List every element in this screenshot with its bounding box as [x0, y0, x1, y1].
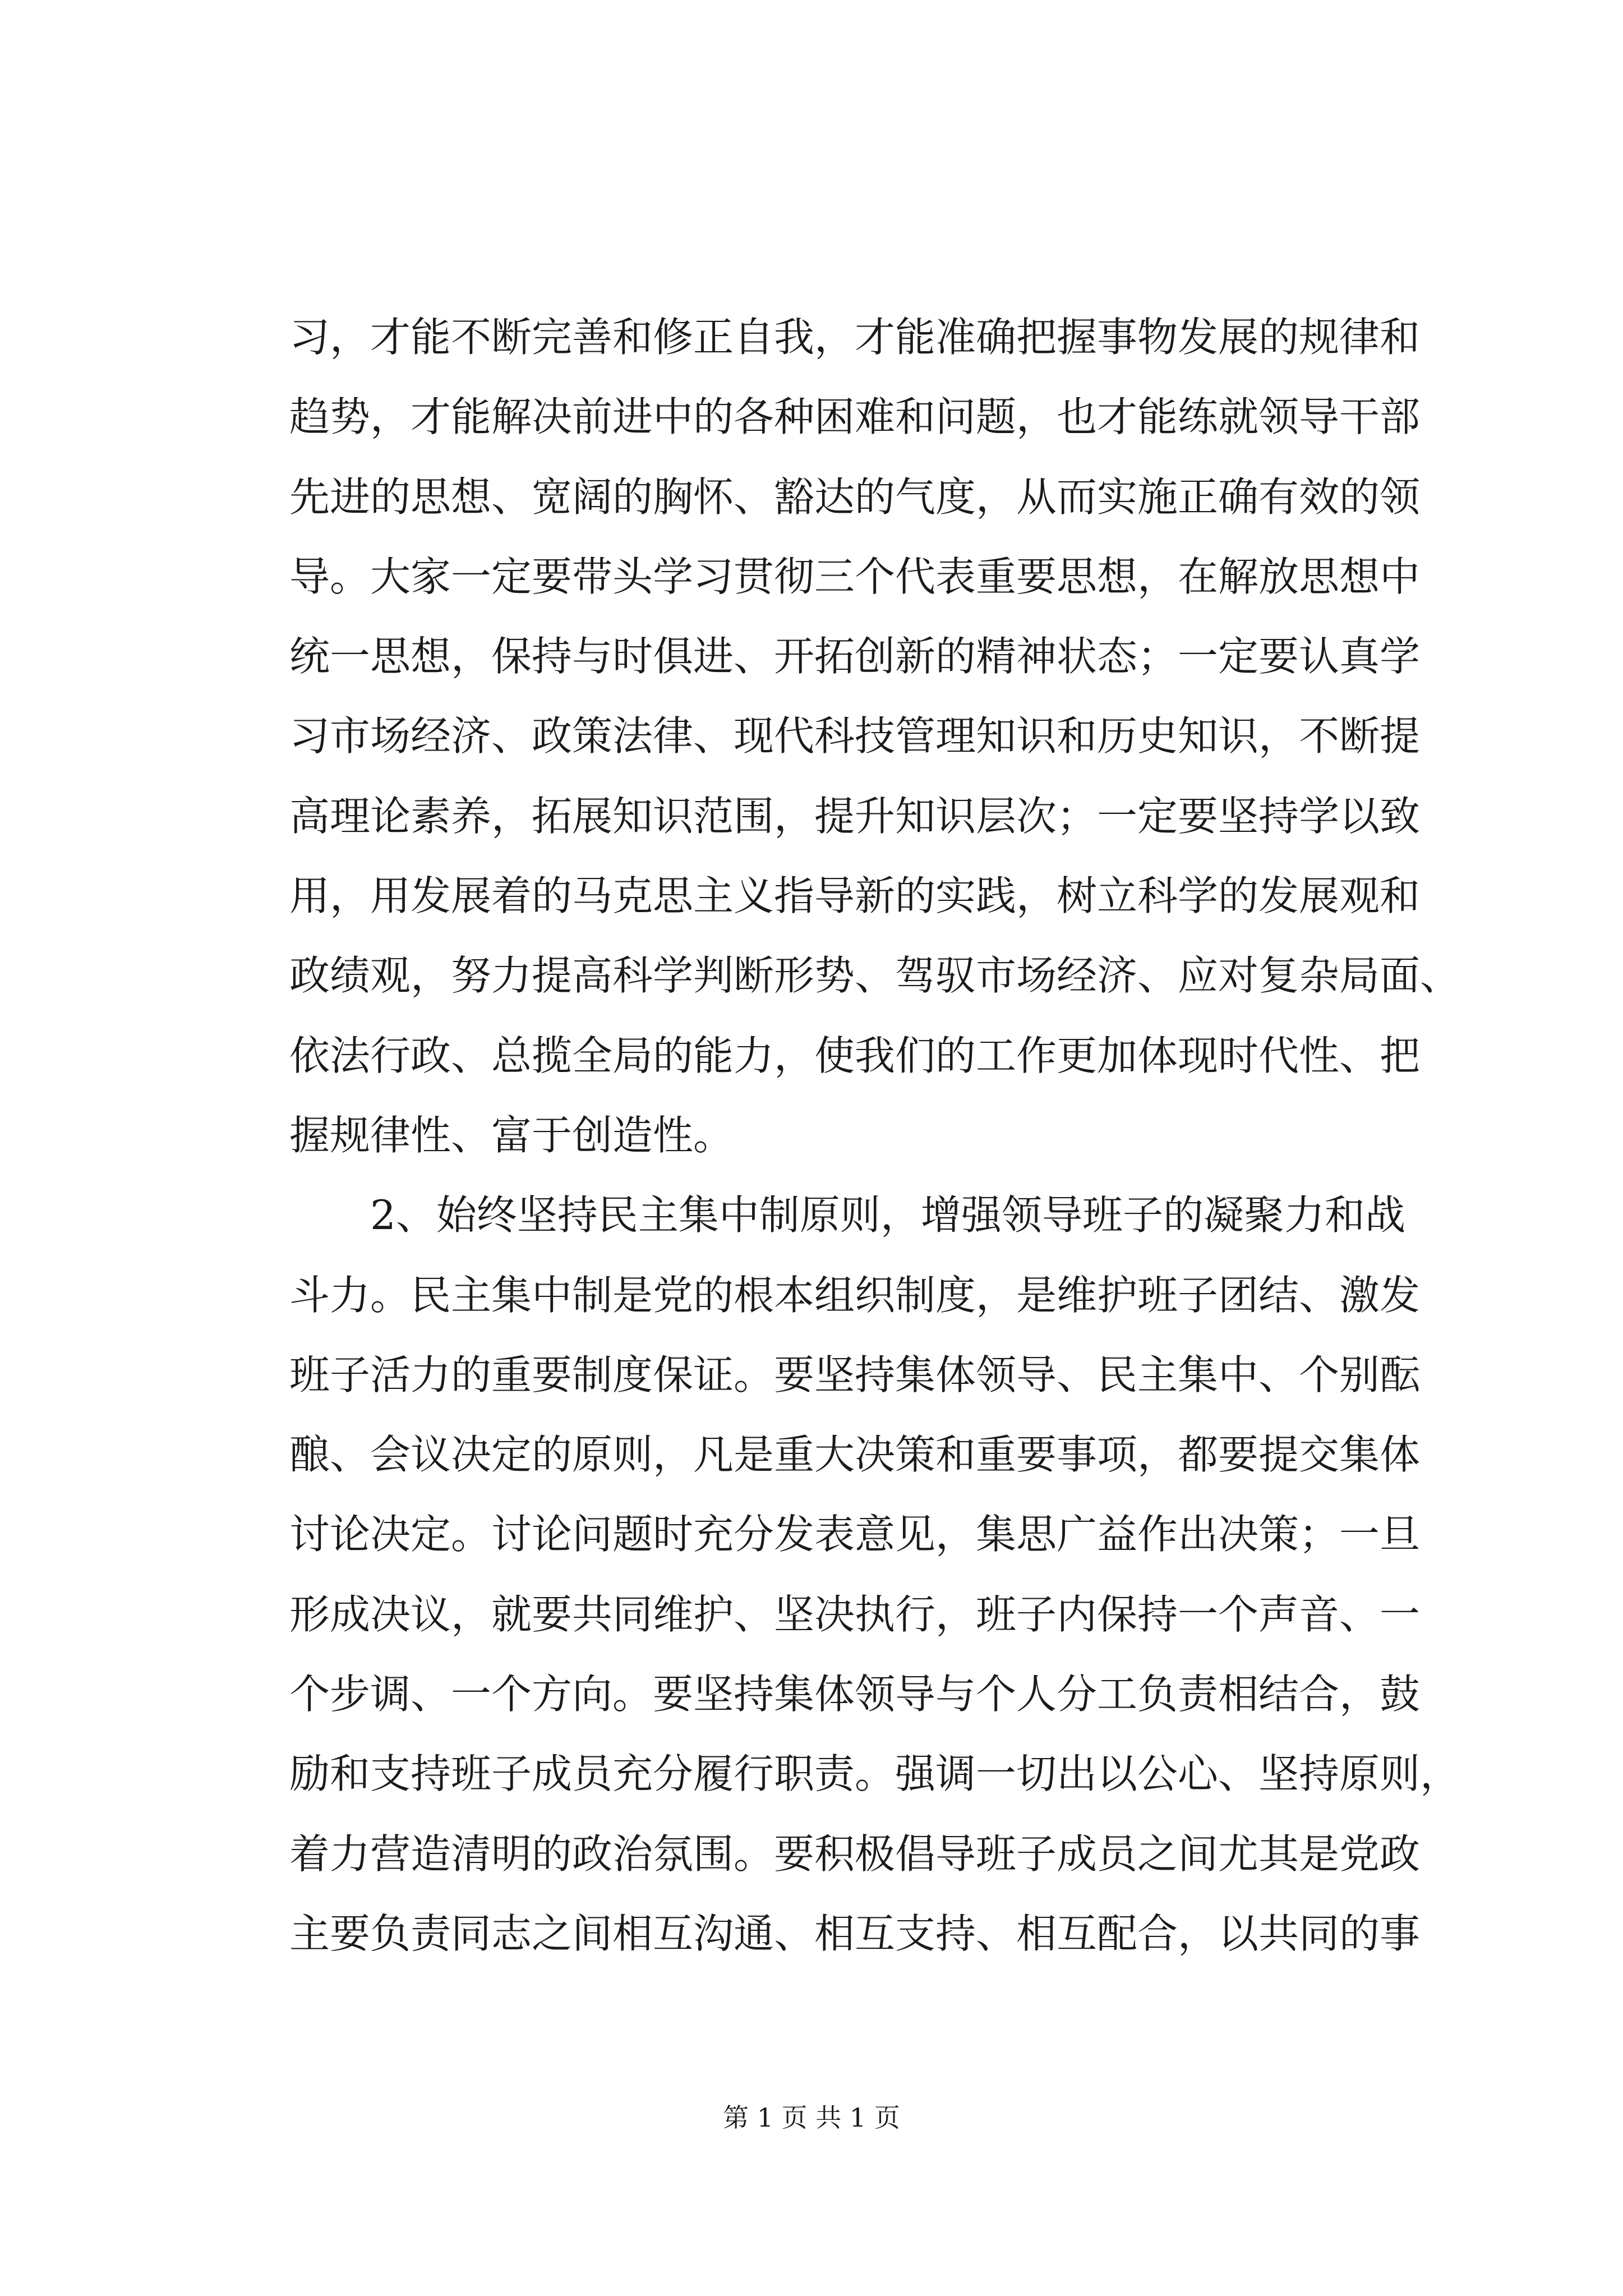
text-line: 斗力。民主集中制是党的根本组织制度，是维护班子团结、激发 [289, 1271, 1421, 1319]
text-line: 依法行政、总揽全局的能力，使我们的工作更加体现时代性、把 [289, 1032, 1421, 1079]
text-line: 习市场经济、政策法律、现代科技管理知识和历史知识，不断提 [289, 712, 1421, 760]
paragraph-1 [289, 297, 1461, 1175]
text-line: 个步调、一个方向。要坚持集体领导与个人分工负责相结合，鼓 [289, 1671, 1421, 1718]
text-line: 2、始终坚持民主集中制原则，增强领导班子的凝聚力和战 [289, 1191, 1405, 1239]
text-line: 高理论素养，拓展知识范围，提升知识层次；一定要坚持学以致 [289, 792, 1421, 840]
text-line: 习，才能不断完善和修正自我，才能准确把握事物发展的规律和 [289, 314, 1421, 361]
text-line: 主要负责同志之间相互沟通、相互支持、相互配合，以共同的事 [289, 1910, 1421, 1957]
text-line: 励和支持班子成员充分履行职责。强调一切出以公心、坚持原则， [289, 1750, 1461, 1798]
text-line: 握规律性、富于创造性。 [289, 1111, 734, 1159]
text-line: 班子活力的重要制度保证。要坚持集体领导、民主集中、个别酝 [289, 1351, 1421, 1398]
text-line: 统一思想，保持与时俱进、开拓创新的精神状态；一定要认真学 [289, 633, 1421, 680]
text-line: 用，用发展着的马克思主义指导新的实践，树立科学的发展观和 [289, 872, 1421, 920]
text-line: 先进的思想、宽阔的胸怀、豁达的气度，从而实施正确有效的领 [289, 473, 1421, 521]
page-footer [0, 2101, 1623, 2134]
text-line: 讨论决定。讨论问题时充分发表意见，集思广益作出决策；一旦 [289, 1511, 1421, 1558]
text-line: 着力营造清明的政治氛围。要积极倡导班子成员之间尤其是党政 [289, 1830, 1421, 1878]
text-line: 形成决议，就要共同维护、坚决执行，班子内保持一个声音、一 [289, 1590, 1421, 1638]
text-line: 酿、会议决定的原则，凡是重大决策和重要事项，都要提交集体 [289, 1431, 1421, 1479]
paragraph-2 [289, 1175, 1461, 1973]
document-body [289, 297, 1461, 1973]
text-line: 趋势，才能解决前进中的各种困难和问题，也才能练就领导干部 [289, 393, 1421, 441]
page-number: 第 1 页 共 1 页 [723, 2102, 900, 2133]
text-line: 导。大家一定要带头学习贯彻三个代表重要思想，在解放思想中 [289, 553, 1421, 600]
text-line: 政绩观，努力提高科学判断形势、驾驭市场经济、应对复杂局面、 [289, 952, 1461, 1000]
